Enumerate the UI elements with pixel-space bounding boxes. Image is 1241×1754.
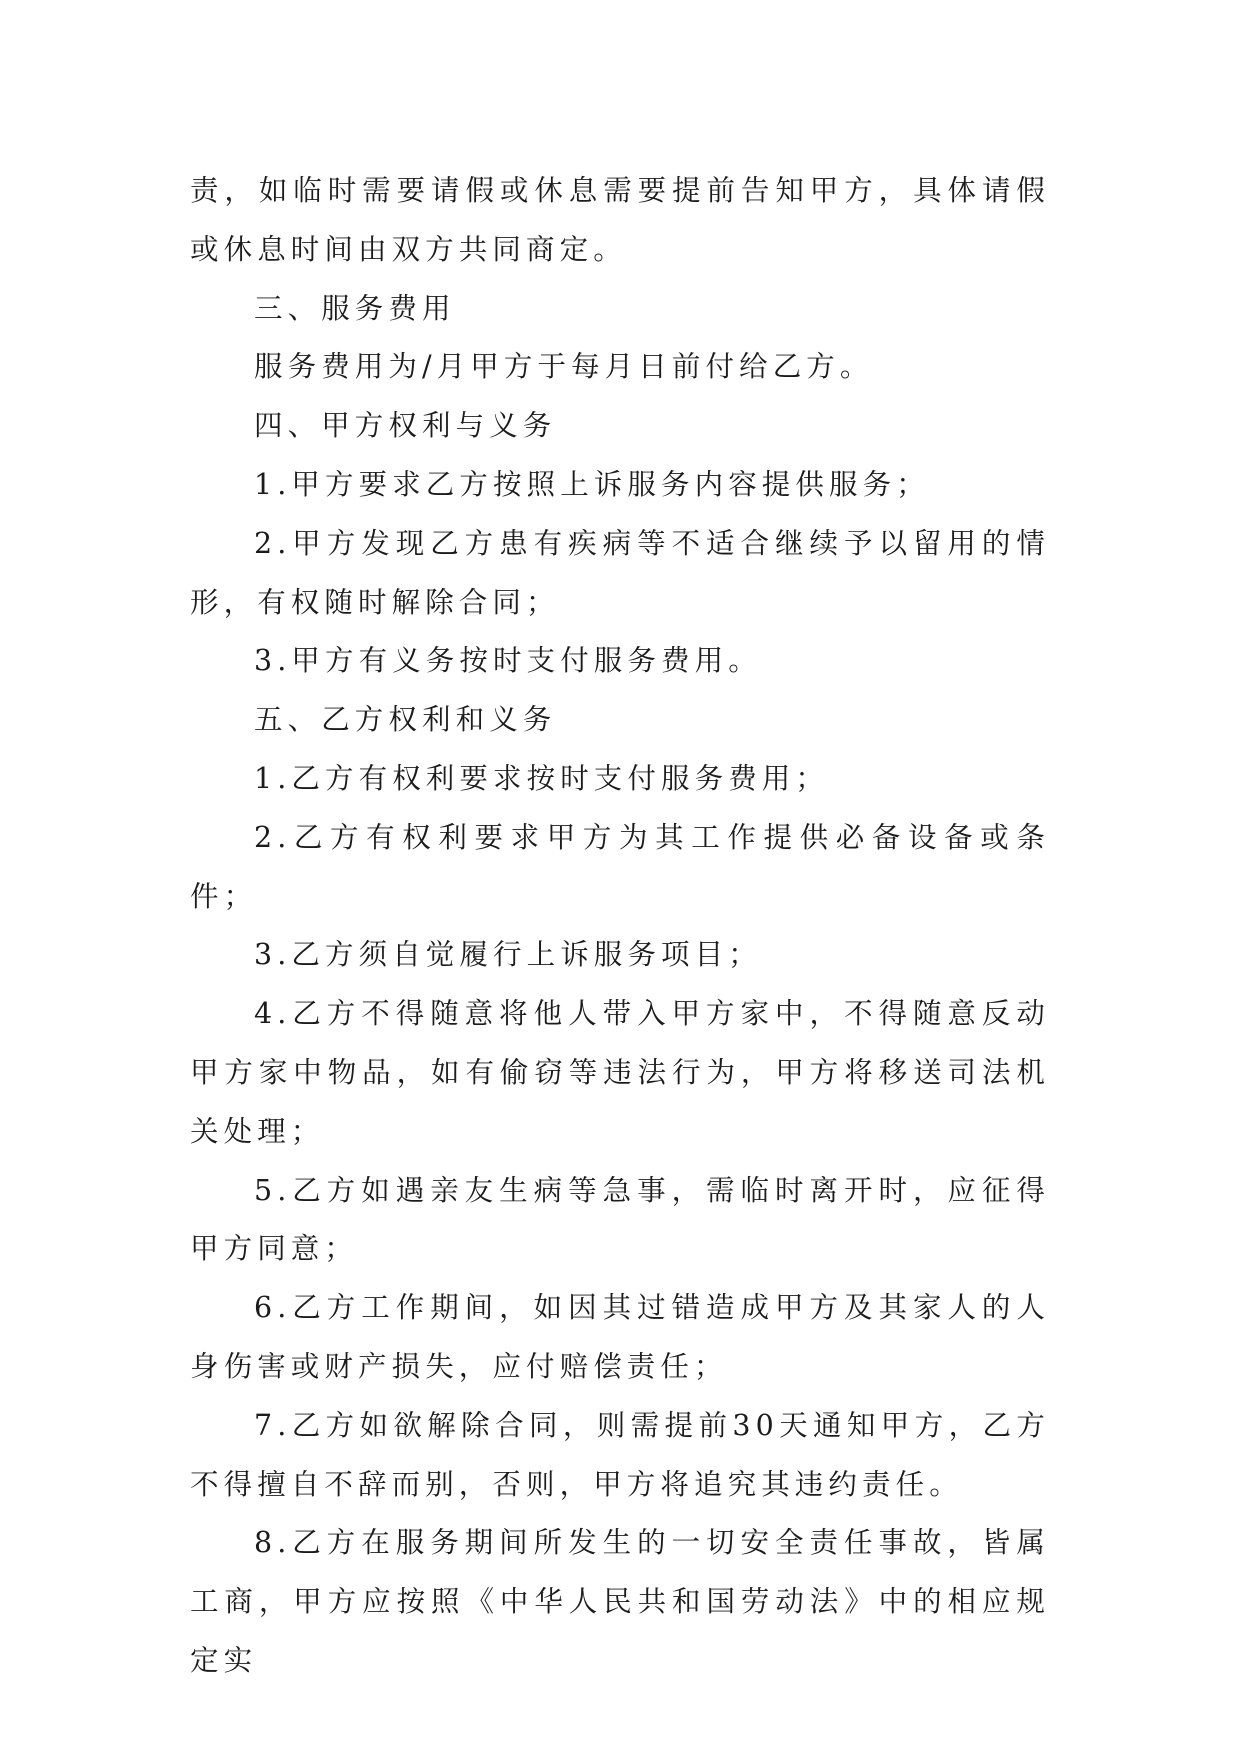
list-item: 2.乙方有权利要求甲方为其工作提供必备设备或条件； <box>190 820 1050 913</box>
paragraph: 服务费用为/月甲方于每月日前付给乙方。 <box>254 350 874 384</box>
list-item: 5.乙方如遇亲友生病等急事，需临时离开时，应征得甲方同意； <box>190 1173 1050 1266</box>
section-heading: 四、甲方权利与义务 <box>254 409 557 443</box>
section-heading: 五、乙方权利和义务 <box>254 703 557 737</box>
list-item: 1.乙方有权利要求按时支付服务费用； <box>254 761 829 795</box>
list-item: 3.甲方有义务按时支付服务费用。 <box>254 644 762 678</box>
list-item: 4.乙方不得随意将他人带入甲方家中，不得随意反动甲方家中物品，如有偷窃等违法行为，甲方将移送司法机关处理； <box>190 997 1050 1148</box>
paragraph: 责，如临时需要请假或休息需要提前告知甲方，具体请假或休息时间由双方共同商定。 <box>190 174 1050 266</box>
list-item: 1.甲方要求乙方按照上诉服务内容提供服务； <box>254 467 930 501</box>
document-body <box>190 162 1050 1691</box>
list-item: 3.乙方须自觉履行上诉服务项目； <box>254 938 762 972</box>
list-item: 8.乙方在服务期间所发生的一切安全责任事故，皆属工商，甲方应按照《中华人民共和国劳动法》中的相应规定实 <box>190 1526 1050 1677</box>
list-item: 2.甲方发现乙方患有疾病等不适合继续予以留用的情形，有权随时解除合同； <box>190 526 1050 619</box>
list-item: 6.乙方工作期间，如因其过错造成甲方及其家人的人身伤害或财产损失，应付赔偿责任； <box>190 1291 1050 1383</box>
section-heading: 三、服务费用 <box>254 291 456 325</box>
list-item: 7.乙方如欲解除合同，则需提前30天通知甲方，乙方不得擅自不辞而别，否则，甲方将追究其违约责任。 <box>190 1408 1050 1501</box>
